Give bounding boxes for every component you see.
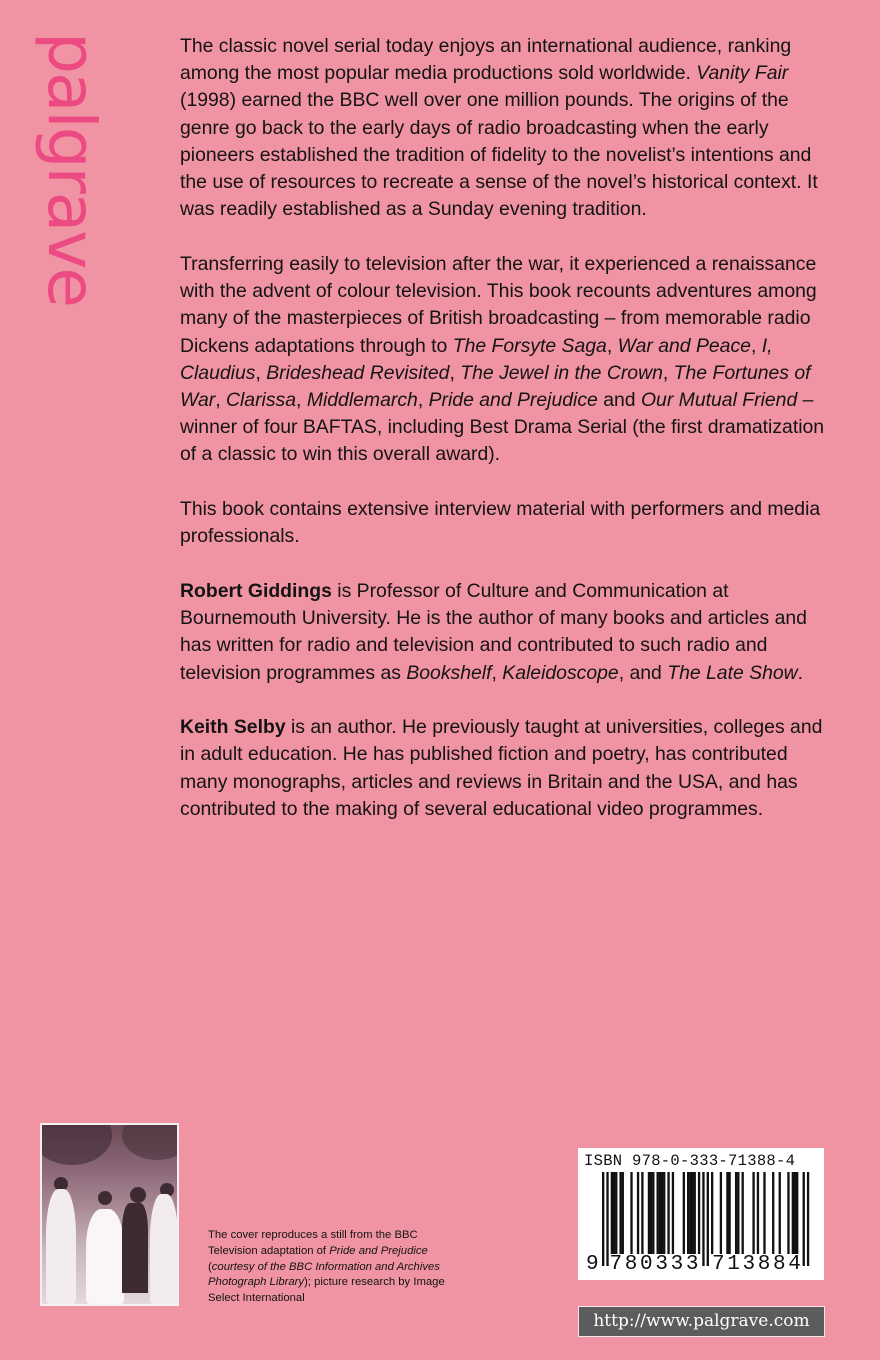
text-run: , — [491, 661, 503, 684]
text-run: , — [296, 388, 307, 411]
barcode-bar — [698, 1172, 700, 1254]
barcode-bar — [735, 1172, 737, 1254]
barcode-bar — [622, 1172, 624, 1254]
italic-run: War and Peace — [617, 334, 751, 357]
text-run: , — [606, 334, 618, 357]
barcode-bar — [648, 1172, 650, 1254]
barcode-bar — [796, 1172, 798, 1254]
text-run: , and — [618, 661, 668, 684]
barcode-bar — [683, 1172, 685, 1254]
text-run: The cover reproduces a still from the BBC Television adaptation of — [208, 1229, 418, 1257]
barcode-bar — [615, 1172, 617, 1254]
italic-run: Clarissa — [225, 388, 297, 411]
barcode-bar — [720, 1172, 722, 1254]
barcode-digit: 8 — [773, 1253, 786, 1276]
text-run: The classic novel serial today enjoys an international audience, ranking among the most popular media productions sold worldwide. — [180, 35, 792, 85]
barcode-bar — [630, 1172, 632, 1254]
barcode-bar — [787, 1172, 789, 1254]
barcode-digit: 8 — [757, 1253, 771, 1276]
barcode-bar — [772, 1172, 774, 1254]
barcode-bar — [779, 1172, 781, 1254]
barcode-bar — [737, 1172, 739, 1254]
author-bio-giddings — [180, 578, 840, 687]
text-run: – winner of four BAFTAS, including Best Drama Serial (the first dramatization of a classic to win this overall award). — [180, 388, 825, 466]
italic-run: courtesy of the BBC Information and Archives Photograph Library — [208, 1260, 440, 1289]
barcode-bar — [757, 1172, 759, 1254]
author-bio-selby — [180, 714, 840, 823]
italic-run: I, Claudius — [180, 334, 773, 384]
barcode-digit: 7 — [712, 1253, 725, 1276]
barcode-bar — [650, 1172, 652, 1254]
barcode-bar — [687, 1172, 689, 1254]
italic-run: Brideshead Revisited — [266, 361, 450, 384]
text-run: and — [597, 388, 641, 411]
text-run: . — [797, 661, 804, 684]
barcode-bar — [641, 1172, 643, 1254]
barcode-bar — [792, 1172, 794, 1254]
text-run: is an author. He previously taught at universities, colleges and in adult education. He has published fiction and poetry, has contributed many monographs, articles and reviews in Britain and the USA, and has contributed to the making of several educational video programmes. — [180, 716, 823, 820]
barcode-bar — [728, 1172, 730, 1254]
text-run: , — [449, 361, 461, 384]
barcode-bar — [726, 1172, 728, 1254]
barcode-digit: 7 — [609, 1253, 623, 1276]
barcode-bar — [763, 1172, 765, 1254]
blurb-paragraph — [180, 251, 840, 469]
italic-run: The Fortunes of War — [180, 361, 811, 411]
barcode-digit: 4 — [788, 1253, 801, 1276]
barcode-digit: 3 — [655, 1253, 668, 1276]
italic-run: The Jewel in the Crown — [460, 361, 663, 384]
barcode-bar — [619, 1172, 621, 1254]
cover-caption — [208, 1228, 458, 1307]
italic-run: Middlemarch — [306, 388, 418, 411]
text-run: , — [662, 361, 674, 384]
barcode-bar — [672, 1172, 674, 1254]
barcode-bar — [667, 1172, 669, 1254]
barcode-bar — [694, 1172, 696, 1254]
barcode-digit: 8 — [624, 1253, 638, 1276]
text-run: ); picture research by Image Select International — [208, 1276, 445, 1305]
italic-run: Bookshelf — [406, 661, 492, 684]
italic-run: Pride and Prejudice — [428, 388, 598, 411]
isbn-label: ISBN 978-0-333-71388-4 — [584, 1152, 796, 1170]
italic-run: The Late Show — [667, 661, 798, 684]
barcode-digits — [578, 1252, 824, 1278]
text-run: ( — [208, 1260, 212, 1273]
text-run: , — [215, 388, 226, 411]
barcode-bar — [661, 1172, 663, 1254]
barcode-bar — [611, 1172, 613, 1254]
italic-run: Vanity Fair — [696, 62, 789, 85]
palgrave-logo — [33, 31, 111, 306]
text-run: Transferring easily to television after the war, it experienced a renaissance with the advent of colour television. This book recounts adventures among many of the masterpieces of British broadcasting – from memorable radio Dickens adaptations through to — [180, 252, 817, 357]
isbn-barcode — [578, 1148, 824, 1280]
cover-still-photo — [40, 1123, 179, 1306]
barcode-bar — [613, 1172, 615, 1254]
text-run: , — [417, 388, 429, 411]
barcode-bar — [637, 1172, 639, 1254]
barcode-bar — [691, 1172, 693, 1254]
barcode-digit: 0 — [640, 1253, 653, 1276]
barcode-bar — [663, 1172, 665, 1254]
barcode-bar — [652, 1172, 654, 1254]
barcode-bar — [689, 1172, 691, 1254]
barcode-digit: 3 — [742, 1253, 756, 1276]
barcode-digit: 3 — [670, 1253, 684, 1276]
logo-text: palgrave — [33, 31, 111, 306]
blurb-paragraph — [180, 496, 840, 550]
barcode-bar — [742, 1172, 744, 1254]
publisher-website[interactable]: http://www.palgrave.com — [578, 1306, 825, 1337]
barcode-bar — [794, 1172, 796, 1254]
text-run: This book contains extensive interview material with performers and media professionals. — [180, 498, 821, 548]
barcode-digit: 3 — [685, 1253, 699, 1276]
italic-run: Kaleidoscope — [502, 661, 619, 684]
text-run: , — [255, 361, 267, 384]
bold-run: Keith Selby — [180, 716, 286, 739]
barcode-bar — [659, 1172, 661, 1254]
italic-run: Our Mutual Friend — [640, 388, 798, 411]
bold-run: Robert Giddings — [180, 579, 332, 602]
barcode-digit: 9 — [586, 1253, 599, 1276]
barcode-bar — [711, 1172, 713, 1254]
text-run: is Professor of Culture and Communication at Bournemouth University. He is the author of many books and articles and has written for radio and television and contributed to such radio and television programmes as — [180, 579, 807, 684]
text-run: (1998) earned the BBC well over one million pounds. The origins of the genre go back to the early days of radio broadcasting when the early pioneers established the tradition of fidelity to the novelist’s intentions and the use of resources to recreate a sense of the novel’s historical context. It was readily established as a Sunday evening tradition. — [180, 89, 818, 221]
blurb-paragraph — [180, 33, 840, 223]
barcode-bar — [657, 1172, 659, 1254]
blurb-text — [180, 33, 840, 851]
text-run: , — [750, 334, 762, 357]
barcode-bar — [752, 1172, 754, 1254]
italic-run: The Forsyte Saga — [452, 334, 607, 357]
barcode-digit: 1 — [727, 1253, 740, 1276]
italic-run: Pride and Prejudice — [329, 1244, 428, 1257]
